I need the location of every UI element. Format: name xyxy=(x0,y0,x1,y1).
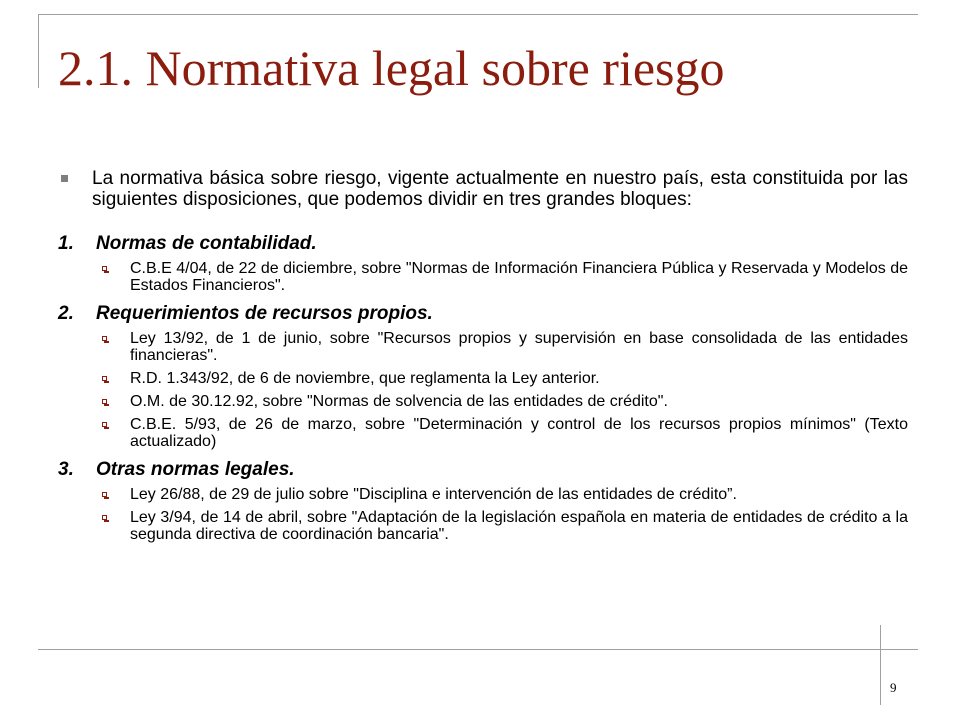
section-number: 2. xyxy=(58,303,74,324)
checkbox-bullet-icon xyxy=(102,336,107,341)
checkbox-bullet-icon xyxy=(102,515,107,520)
section-heading-contabilidad xyxy=(58,232,908,256)
list-item-text: Ley 3/94, de 14 de abril, sobre "Adaptación de la legislación española en materia de entidades de crédito a la segunda directiva de coordinación bancaria". xyxy=(130,509,908,543)
slide-content xyxy=(58,168,908,549)
page-number: 9 xyxy=(890,680,897,695)
section-number: 3. xyxy=(58,459,74,480)
section-title: Requerimientos de recursos propios. xyxy=(96,303,433,324)
frame-top-line xyxy=(38,14,918,15)
frame-right-line xyxy=(880,625,881,705)
list-item-text: Ley 13/92, de 1 de junio, sobre "Recursos propios y supervisión en base consolidada de las entidades financieras". xyxy=(130,330,908,364)
list-item-text: O.M. de 30.12.92, sobre "Normas de solvencia de las entidades de crédito". xyxy=(130,393,668,410)
list-item xyxy=(58,393,908,410)
frame-bottom-line xyxy=(38,649,918,650)
list-item-text: R.D. 1.343/92, de 6 de noviembre, que reglamenta la Ley anterior. xyxy=(130,370,600,387)
checkbox-bullet-icon xyxy=(102,422,107,427)
section-number: 1. xyxy=(58,233,74,254)
list-item xyxy=(58,370,908,387)
checkbox-bullet-icon xyxy=(102,266,107,271)
list-item-text: Ley 26/88, de 29 de julio sobre "Disciplina e intervención de las entidades de crédito”. xyxy=(130,486,737,503)
slide-title: 2.1. Normativa legal sobre riesgo xyxy=(58,40,725,96)
intro-paragraph xyxy=(58,168,908,210)
list-item-text: C.B.E. 5/93, de 26 de marzo, sobre "Determinación y control de los recursos propios mínimos" (Texto actualizado) xyxy=(130,416,908,450)
intro-text: La normativa básica sobre riesgo, vigente actualmente en nuestro país, esta constituida por las siguientes disposiciones, que podemos dividir en tres grandes bloques: xyxy=(92,168,908,210)
frame-left-line xyxy=(38,14,39,88)
list-item xyxy=(58,509,908,543)
section-title: Otras normas legales. xyxy=(96,459,295,480)
list-item xyxy=(58,486,908,503)
checkbox-bullet-icon xyxy=(102,492,107,497)
section-title: Normas de contabilidad. xyxy=(96,233,317,254)
list-item xyxy=(58,330,908,364)
section-heading-otras-normas xyxy=(58,458,908,482)
section-heading-recursos-propios xyxy=(58,302,908,326)
list-item xyxy=(58,416,908,450)
list-item-text: C.B.E 4/04, de 22 de diciembre, sobre "Normas de Información Financiera Pública y Reservada y Modelos de Estados Financieros". xyxy=(130,260,908,294)
list-item xyxy=(58,260,908,294)
square-bullet-icon xyxy=(61,175,68,182)
checkbox-bullet-icon xyxy=(102,399,107,404)
checkbox-bullet-icon xyxy=(102,376,107,381)
